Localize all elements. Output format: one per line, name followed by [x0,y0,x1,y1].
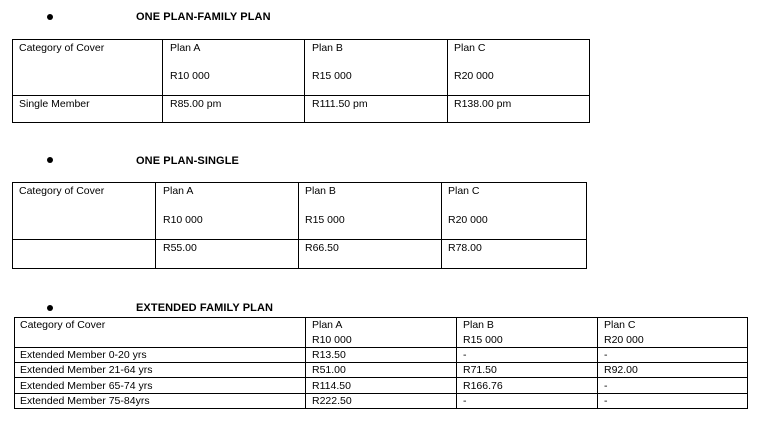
column-divider [447,39,448,123]
plan-label: Plan B [305,185,336,197]
row-divider [14,377,748,378]
header-cell: Category of Cover [19,42,105,54]
price-cell: R111.50 pm [312,98,368,110]
plan-label: Plan A [163,185,194,197]
cover-amount: R10 000 [170,70,210,82]
price-cell: R51.00 [312,364,346,376]
price-cell: - [604,395,608,407]
price-cell: - [463,349,467,361]
header-cell: Category of Cover [20,319,106,331]
column-divider [304,39,305,123]
cover-amount: R20 000 [448,214,488,226]
column-divider [298,182,299,269]
price-cell: R92.00 [604,364,638,376]
column-divider [155,182,156,269]
price-cell: R55.00 [163,242,197,254]
cover-amount: R15 000 [305,214,345,226]
row-divider [14,347,748,348]
cover-amount: R15 000 [312,70,352,82]
section-heading-family-plan: ONE PLAN-FAMILY PLAN [136,11,271,23]
row-label: Extended Member 21-64 yrs [20,364,153,376]
price-cell: R222.50 [312,395,352,407]
header-cell: Category of Cover [19,185,105,197]
plan-label: Plan C [604,319,636,331]
bullet-icon [47,157,53,163]
row-divider [12,95,590,96]
column-divider [597,317,598,409]
row-label: Extended Member 65-74 yrs [20,380,153,392]
cover-amount: R20 000 [454,70,494,82]
cover-amount: R10 000 [312,334,352,346]
row-divider [14,393,748,394]
column-divider [305,317,306,409]
row-label: Extended Member 0-20 yrs [20,349,147,361]
price-cell: R85.00 pm [170,98,222,110]
plan-label: Plan B [463,319,494,331]
column-divider [456,317,457,409]
row-label: Single Member [19,98,90,110]
price-cell: - [604,349,608,361]
price-cell: R138.00 pm [454,98,512,110]
column-divider [162,39,163,123]
bullet-icon [47,305,53,311]
plan-label: Plan A [312,319,343,331]
price-cell: R66.50 [305,242,339,254]
price-cell: R71.50 [463,364,497,376]
plan-label: Plan C [454,42,486,54]
price-cell: - [604,380,608,392]
plan-label: Plan B [312,42,343,54]
price-cell: R166.76 [463,380,503,392]
price-cell: R13.50 [312,349,346,361]
column-divider [441,182,442,269]
cover-amount: R15 000 [463,334,503,346]
price-cell: R78.00 [448,242,482,254]
price-cell: R114.50 [312,380,351,392]
plan-label: Plan C [448,185,480,197]
section-heading-single-plan: ONE PLAN-SINGLE [136,155,239,167]
cover-amount: R20 000 [604,334,644,346]
section-heading-extended-plan: EXTENDED FAMILY PLAN [136,302,274,314]
row-label: Extended Member 75-84yrs [20,395,150,407]
cover-amount: R10 000 [163,214,203,226]
plan-label: Plan A [170,42,201,54]
row-divider [14,362,748,363]
price-cell: - [463,395,467,407]
row-divider [12,239,587,240]
bullet-icon [47,14,53,20]
